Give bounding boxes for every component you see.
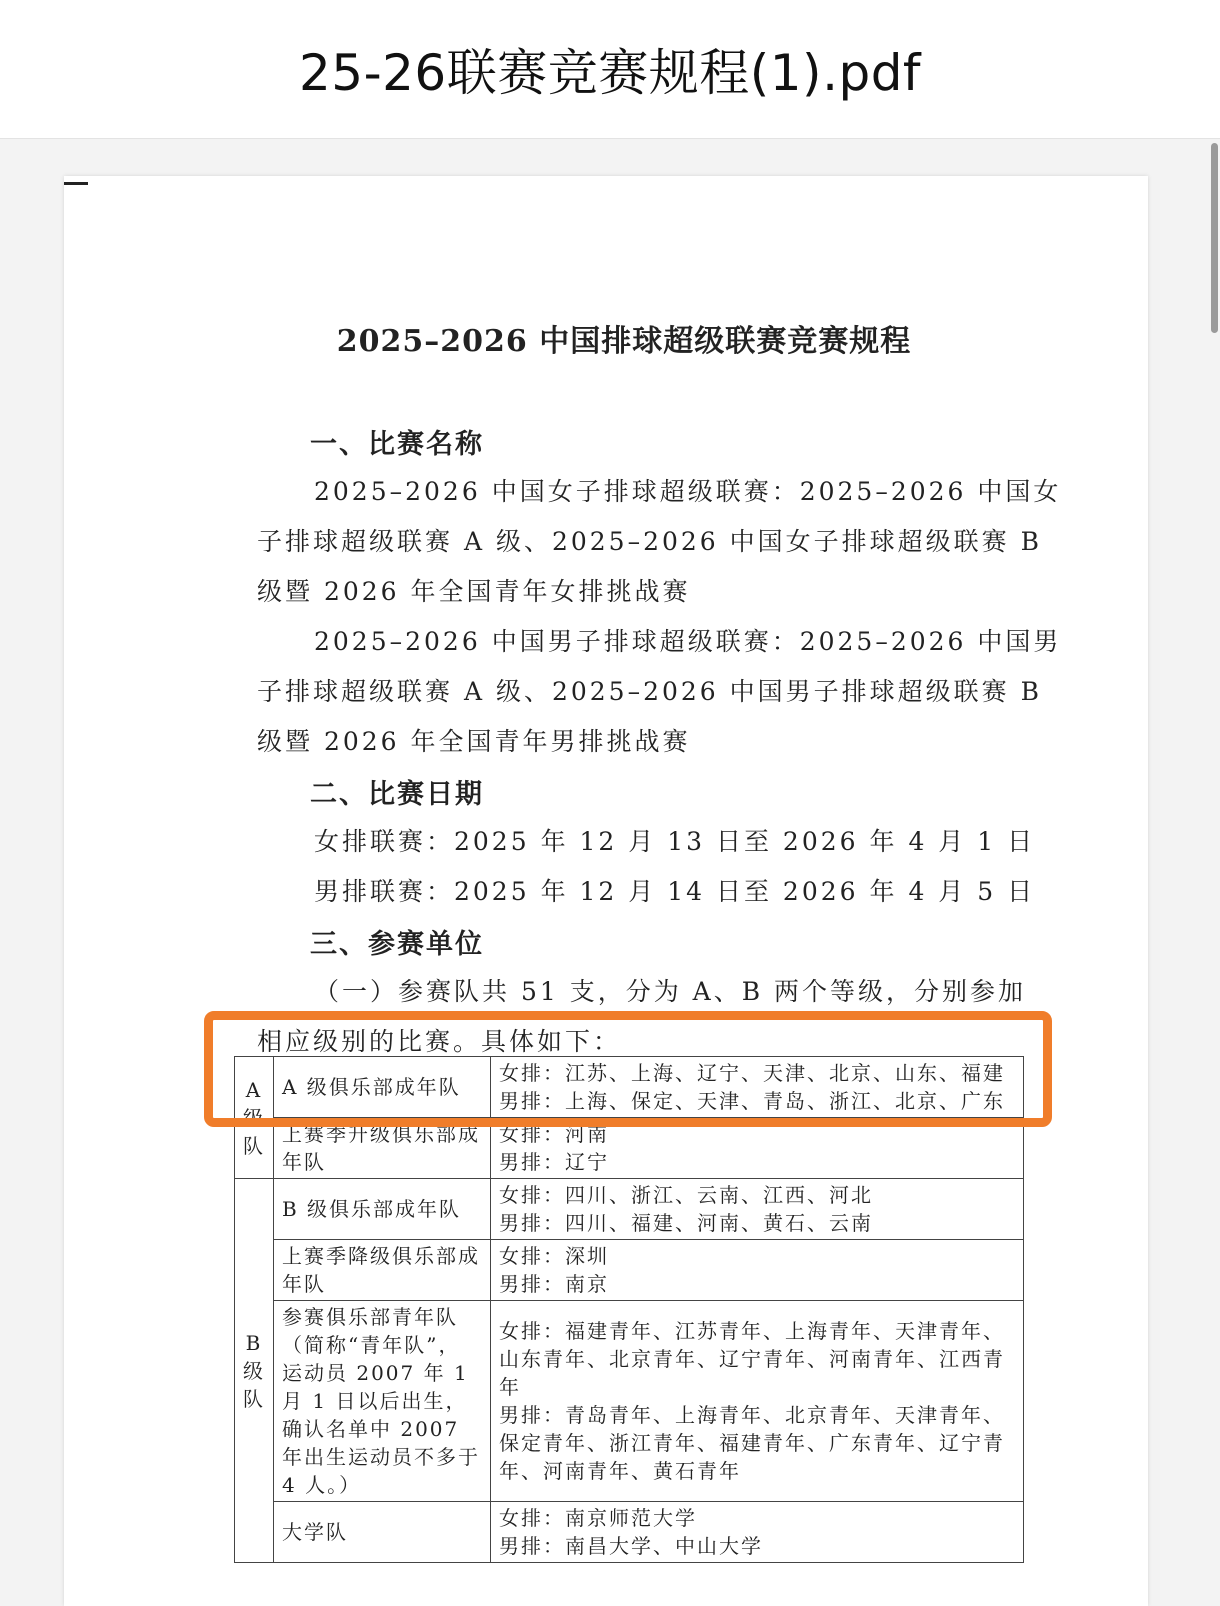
- women-teams: 女排：江苏、上海、辽宁、天津、北京、山东、福建: [499, 1061, 1005, 1085]
- men-teams: 男排：南昌大学、中山大学: [499, 1534, 763, 1558]
- category-cell: 参赛俱乐部青年队（简称“青年队”，运动员 2007 年 1 月 1 日以后出生，确认名单中 2007 年出生运动员不多于 4 人。）: [274, 1301, 491, 1502]
- women-teams: 女排：四川、浙江、云南、江西、河北: [499, 1183, 873, 1207]
- women-league-dates: 女排联赛：2025 年 12 月 13 日至 2026 年 4 月 1 日: [314, 827, 1036, 856]
- document-title: 2025–2026 中国排球超级联赛竞赛规程: [336, 324, 912, 359]
- men-teams: 男排：南京: [499, 1272, 609, 1296]
- title-bar: [0, 0, 1220, 139]
- file-name-title: 25-26联赛竞赛规程(1).pdf: [298, 44, 922, 102]
- scrollbar-thumb[interactable]: [1211, 143, 1218, 333]
- paragraph-line: 2025–2026 中国女子排球超级联赛：2025–2026 中国女: [314, 477, 1062, 506]
- group-b-label: B级队: [235, 1179, 274, 1563]
- group-a-label: A级队: [235, 1057, 274, 1179]
- paragraph-line: （一）参赛队共 51 支，分为 A、B 两个等级，分别参加: [314, 977, 1027, 1006]
- paragraph-line: 相应级别的比赛。具体如下：: [257, 1027, 622, 1056]
- men-league-dates: 男排联赛：2025 年 12 月 14 日至 2026 年 4 月 5 日: [314, 877, 1036, 906]
- pdf-page: [64, 176, 1148, 1606]
- teams-cell: [491, 1057, 1024, 1118]
- category-cell: B 级俱乐部成年队: [274, 1179, 491, 1240]
- paragraph-line: 2025–2026 中国男子排球超级联赛：2025–2026 中国男: [314, 627, 1062, 656]
- category-cell: 上赛季降级俱乐部成年队: [274, 1240, 491, 1301]
- category-cell: A 级俱乐部成年队: [274, 1057, 491, 1118]
- category-cell: 上赛季升级俱乐部成年队: [274, 1118, 491, 1179]
- table-row: [235, 1240, 1024, 1301]
- women-teams: 女排：深圳: [499, 1244, 609, 1268]
- table-row: [235, 1057, 1024, 1118]
- women-teams: 女排：南京师范大学: [499, 1506, 697, 1530]
- table-row: [235, 1301, 1024, 1502]
- paragraph-line: 级暨 2026 年全国青年男排挑战赛: [257, 727, 691, 756]
- women-teams: 女排：河南: [499, 1122, 609, 1146]
- section-3-heading: 三、参赛单位: [310, 929, 484, 960]
- teams-cell: [491, 1301, 1024, 1502]
- section-1-heading: 一、比赛名称: [310, 429, 484, 460]
- teams-cell: [491, 1240, 1024, 1301]
- section-2-heading: 二、比赛日期: [310, 779, 484, 810]
- men-teams: 男排：四川、福建、河南、黄石、云南: [499, 1211, 873, 1235]
- paragraph-line: 子排球超级联赛 A 级、2025–2026 中国女子排球超级联赛 B: [257, 527, 1042, 556]
- page-corner-mark: [64, 182, 88, 185]
- teams-cell: [491, 1118, 1024, 1179]
- men-teams: 男排：青岛青年、上海青年、北京青年、天津青年、保定青年、浙江青年、福建青年、广东青年、辽宁青年、河南青年、黄石青年: [499, 1403, 1005, 1483]
- men-teams: 男排：上海、保定、天津、青岛、浙江、北京、广东: [499, 1089, 1005, 1113]
- table-row: [235, 1179, 1024, 1240]
- women-teams: 女排：福建青年、江苏青年、上海青年、天津青年、山东青年、北京青年、辽宁青年、河南青年、江西青年: [499, 1319, 1005, 1399]
- table-row: [235, 1118, 1024, 1179]
- category-cell: 大学队: [274, 1502, 491, 1563]
- teams-cell: [491, 1502, 1024, 1563]
- paragraph-line: 级暨 2026 年全国青年女排挑战赛: [257, 577, 691, 606]
- teams-cell: [491, 1179, 1024, 1240]
- table-row: [235, 1502, 1024, 1563]
- teams-table: [234, 1056, 1024, 1563]
- men-teams: 男排：辽宁: [499, 1150, 609, 1174]
- paragraph-line: 子排球超级联赛 A 级、2025–2026 中国男子排球超级联赛 B: [257, 677, 1042, 706]
